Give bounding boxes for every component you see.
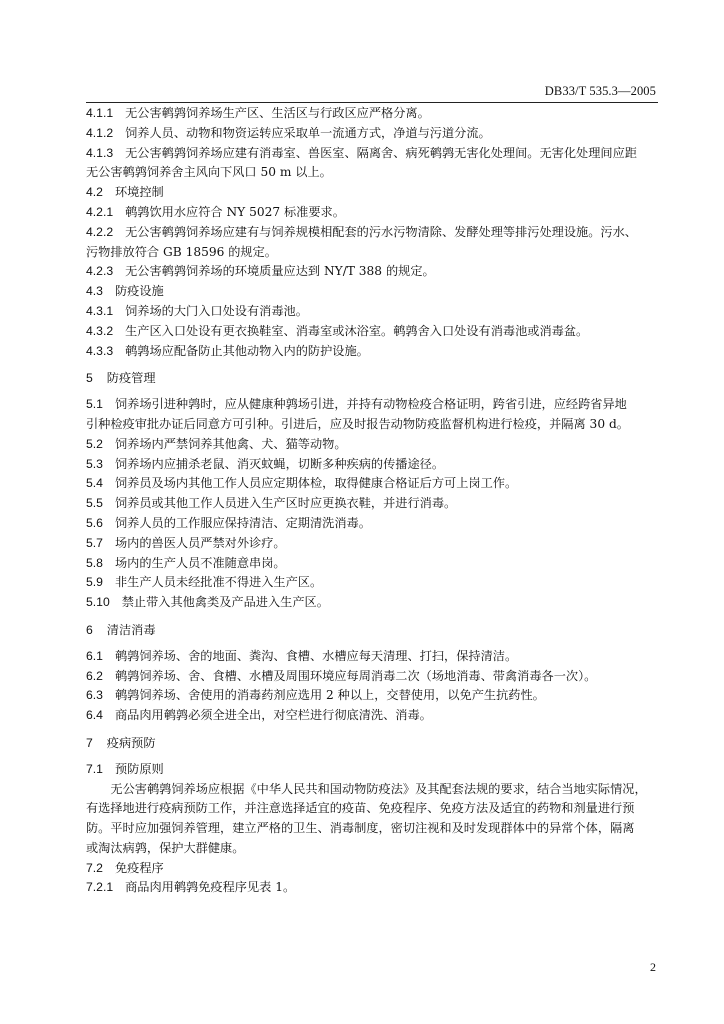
clause-text: 疫病预防 [106, 735, 156, 750]
clause-text: 无公害鹌鹑饲养场生产区、生活区与行政区应严格分离。 [125, 106, 430, 120]
continuation-line [86, 799, 660, 819]
clause-number: 4.2.3 [86, 264, 114, 279]
clause-number: 6.2 [86, 668, 103, 683]
clause-number: 6.3 [86, 688, 103, 703]
clause-item [86, 104, 660, 124]
clause-text: 防。平时应加强饲养管理，建立严格的卫生、消毒制度，密切注视和及时发现群体中的异常个体，隔离 [86, 821, 635, 836]
clause-item [86, 342, 660, 362]
clause-item [86, 302, 660, 322]
clause-item [86, 878, 660, 898]
clause-item [86, 144, 660, 164]
clause-number: 6 [86, 622, 93, 637]
clause-number: 7.1 [86, 761, 103, 776]
clause-number: 7.2 [86, 860, 103, 875]
subsection-heading [86, 760, 660, 780]
clause-text: 鹌鹑饲养场、舍、食槽、水槽及周围环境应每周消毒二次（场地消毒、带禽消毒各一次）。 [114, 668, 597, 683]
clause-text: 清洁消毒 [106, 622, 156, 637]
clause-number: 7 [86, 735, 93, 750]
clause-text: 饲养场内严禁饲养其他禽、犬、猫等动物。 [114, 436, 347, 451]
clause-item [86, 124, 660, 144]
clause-text: 无公害鹌鹑饲养舍主风向下风口 50 m 以上。 [86, 165, 332, 180]
clause-number: 5 [86, 371, 93, 386]
continuation-line [86, 243, 660, 263]
page-number: 2 [650, 960, 656, 974]
clause-number: 6.1 [86, 648, 103, 663]
clause-text: 免疫程序 [114, 860, 164, 875]
clause-text: 有选择地进行疫病预防工作，并注意选择适宜的疫苗、免疫程序、免疫方法及适宜的药物和剂量进行预 [86, 801, 635, 816]
clause-number: 4.3.2 [86, 323, 114, 338]
clause-number: 5.4 [86, 476, 103, 491]
clause-item [86, 554, 660, 574]
clause-text: 鹌鹑饮用水应符合 NY 5027 标准要求。 [125, 204, 345, 219]
clause-text: 场内的生产人员不准随意串岗。 [114, 555, 286, 570]
clause-text: 预防原则 [114, 761, 164, 776]
clause-number: 5.8 [86, 555, 103, 570]
clause-text: 饲养人员的工作服应保持清洁、定期清洗消毒。 [114, 515, 371, 530]
clause-text: 引种检疫审批办证后同意方可引种。引进后，应及时报告动物防疫监督机构进行检疫，并隔离 30 d。 [86, 416, 629, 431]
clause-text: 非生产人员未经批准不得进入生产区。 [114, 575, 323, 590]
clause-number: 5.2 [86, 436, 103, 451]
clause-item [86, 262, 660, 282]
clause-text: 饲养员或其他工作人员进入生产区时应更换衣鞋，并进行消毒。 [114, 496, 457, 511]
clause-number: 5.3 [86, 456, 103, 471]
clause-item [86, 223, 660, 243]
section-heading [86, 734, 660, 754]
section-heading [86, 621, 660, 641]
subsection-heading [86, 859, 660, 879]
clause-text: 无公害鹌鹑饲养场应建有消毒室、兽医室、隔离舍、病死鹌鹑无害化处理间。无害化处理间应距 [125, 145, 637, 160]
continuation-line [86, 163, 660, 183]
clause-item [86, 686, 660, 706]
clause-item [86, 435, 660, 455]
section-heading [86, 369, 660, 389]
clause-item [86, 322, 660, 342]
clause-item [86, 647, 660, 667]
clause-number: 5.1 [86, 397, 103, 412]
clause-item [86, 514, 660, 534]
clause-item [86, 455, 660, 475]
clause-text: 污物排放符合 GB 18596 的规定。 [86, 244, 277, 259]
paragraph-line [86, 780, 660, 800]
clause-text: 饲养人员、动物和物资运转应采取单一流通方式，净道与污道分流。 [125, 125, 491, 140]
clause-item [86, 494, 660, 514]
clause-text: 防疫管理 [106, 371, 156, 386]
clause-text: 饲养场引进种鹑时，应从健康种鹑场引进，并持有动物检疫合格证明，跨省引进，应经跨省异地 [114, 397, 627, 412]
clause-number: 4.2.1 [86, 204, 114, 219]
standard-code: DB33/T 535.3—2005 [544, 84, 656, 98]
clause-text: 鹌鹑饲养场、舍的地面、粪沟、食槽、水槽应每天清理、打扫，保持清洁。 [114, 648, 518, 663]
continuation-line [86, 839, 660, 859]
clause-item [86, 573, 660, 593]
clause-number: 5.5 [86, 496, 103, 511]
clause-text: 鹌鹑场应配备防止其他动物入内的防护设施。 [125, 343, 369, 358]
clause-text: 饲养场内应捕杀老鼠、消灭蚊蝇，切断多种疾病的传播途径。 [114, 456, 445, 471]
clause-text: 生产区入口处设有更衣换鞋室、消毒室或沐浴室。鹌鹑舍入口处设有消毒池或消毒盆。 [125, 323, 589, 338]
subsection-heading [86, 282, 660, 302]
clause-text: 无公害鹌鹑饲养场的环境质量应达到 NY/T 388 的规定。 [125, 264, 435, 279]
clause-number: 7.2.1 [86, 880, 114, 895]
clause-text: 防疫设施 [114, 284, 164, 299]
clause-item [86, 534, 660, 554]
clause-text: 无公害鹌鹑饲养场应建有与饲养规模相配套的污水污物清除、发酵处理等排污处理设施。污水、 [125, 224, 637, 239]
clause-text: 鹌鹑饲养场、舍使用的消毒药剂应选用 2 种以上，交替使用，以免产生抗药性。 [114, 688, 545, 703]
clause-number: 4.2 [86, 185, 103, 200]
clause-number: 5.6 [86, 515, 103, 530]
clause-number: 4.2.2 [86, 224, 114, 239]
clause-item [86, 395, 660, 415]
clause-text: 禁止带入其他禽类及产品进入生产区。 [121, 595, 329, 610]
clause-number: 4.3.3 [86, 343, 114, 358]
clause-item [86, 667, 660, 687]
clause-number: 4.3.1 [86, 303, 114, 318]
continuation-line [86, 415, 660, 435]
clause-text: 无公害鹌鹑饲养场应根据《中华人民共和国动物防疫法》及其配套法规的要求，结合当地实际情况， [110, 781, 647, 796]
continuation-line [86, 819, 660, 839]
clause-item [86, 474, 660, 494]
clause-text: 商品肉用鹌鹑必须全进全出，对空栏进行彻底清洗、消毒。 [114, 708, 432, 723]
clause-number: 4.1.2 [86, 125, 114, 140]
clause-number: 4.3 [86, 284, 103, 299]
clause-text: 环境控制 [114, 185, 164, 200]
clause-number: 4.1.3 [86, 145, 114, 160]
clause-number: 4.1.1 [86, 106, 114, 120]
header-rule [86, 102, 658, 103]
clause-item [86, 706, 660, 726]
clause-item [86, 203, 660, 223]
clause-number: 5.10 [86, 595, 110, 610]
clause-number: 5.7 [86, 535, 103, 550]
clause-number: 6.4 [86, 708, 103, 723]
clause-number: 5.9 [86, 575, 103, 590]
clause-text: 商品肉用鹌鹑免疫程序见表 1。 [125, 880, 296, 895]
clause-text: 或淘汰病鹑，保护大群健康。 [86, 840, 245, 855]
subsection-heading [86, 183, 660, 203]
clause-text: 饲养员及场内其他工作人员应定期体检，取得健康合格证后方可上岗工作。 [114, 476, 518, 491]
clause-text: 饲养场的大门入口处设有消毒池。 [125, 303, 308, 318]
clause-text: 场内的兽医人员严禁对外诊疗。 [114, 535, 286, 550]
document-body [86, 104, 660, 898]
clause-item [86, 593, 660, 613]
